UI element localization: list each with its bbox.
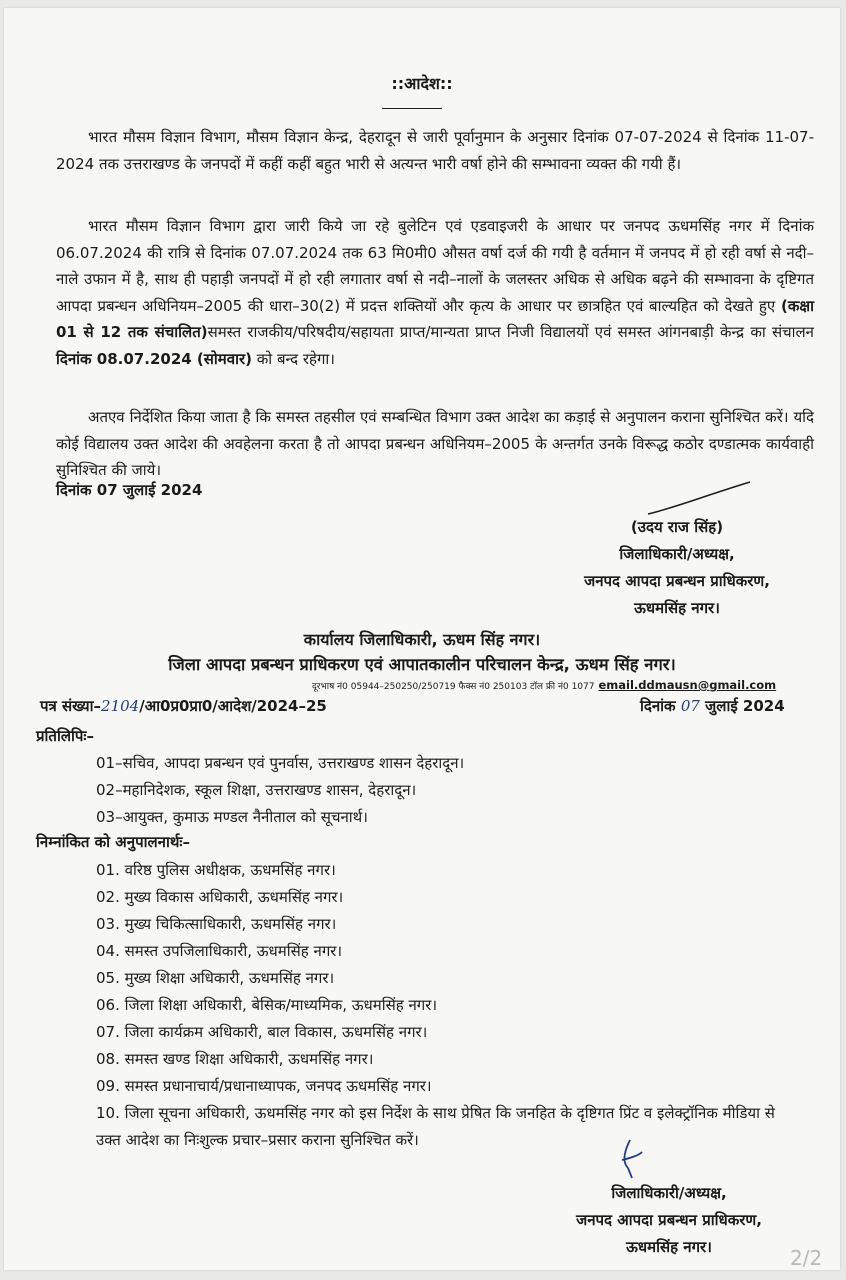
signature-block-2 [544, 1180, 794, 1261]
list-item: 08. समस्त खण्ड शिक्षा अधिकारी, ऊधमसिंह नगर। [96, 1050, 374, 1068]
signature-stroke-2 [616, 1138, 646, 1180]
list-item: 02–महानिदेशक, स्कूल शिक्षा, उत्तराखण्ड शासन, देहरादून। [96, 781, 417, 799]
order-date: दिनांक 07 जुलाई 2024 [56, 481, 203, 499]
compliance-list [96, 857, 786, 1154]
office-contact: दूरभाष नं0 05944–250250/250719 फैक्स नं0 250103 टॉल फ्री नं0 1077 email.ddmausn@gmail.com [312, 678, 777, 692]
signature-stroke-1 [644, 478, 754, 518]
officer-designation: जिलाधिकारी/अध्यक्ष, [611, 1184, 727, 1202]
order-heading: ::आदेश:: [391, 74, 453, 93]
list-item: 10. जिला सूचना अधिकारी, ऊधमसिंह नगर को इस निर्देश के साथ प्रेषित कि जनहित के दृष्टिगत प्रिंट व इलेक्ट्रॉनिक मीडिया से उक्त आदेश का निःशुल्क प्रचार–प्रसार कराना सुनिश्चित करें। [96, 1104, 775, 1149]
handwritten-date: 07 [680, 697, 700, 715]
office-subtitle: जिला आपदा प्रबन्धन प्राधिकरण एवं आपातकालीन परिचालन केन्द्र, ऊधम सिंह नगर। [168, 655, 676, 674]
copies-heading: प्रतिलिपिः– [36, 727, 94, 745]
reference-number: पत्र संख्या–2104/आ0प्र0प्रा0/आदेश/2024–25 [40, 697, 327, 715]
list-item: 03. मुख्य चिकित्साधिकारी, ऊधमसिंह नगर। [96, 915, 337, 933]
list-item: 01–सचिव, आपदा प्रबन्धन एवं पुनर्वास, उत्तराखण्ड शासन देहरादून। [96, 754, 465, 772]
officer-designation: जिलाधिकारी/अध्यक्ष, [619, 545, 735, 563]
order-paragraph-3: अतएव निर्देशित किया जाता है कि समस्त तहसील एवं सम्बन्धित विभाग उक्त आदेश का कड़ाई से अनुपालन कराना सुनिश्चित करें। यदि कोई विद्यालय उक्त आदेश की अवहेलना करता है तो आपदा प्रबन्धन अधिनियम–2005 के अन्तर्गत उनके विरूद्ध कठोर दण्डात्मक कार्यवाही सुनिश्चित की जाये। [56, 408, 814, 479]
signature-block-1 [552, 514, 802, 622]
copies-list [96, 750, 464, 831]
list-item: 02. मुख्य विकास अधिकारी, ऊधमसिंह नगर। [96, 888, 344, 906]
order-paragraph-1: भारत मौसम विज्ञान विभाग, मौसम विज्ञान केन्द्र, देहरादून से जारी पूर्वानुमान के अनुसार दिनांक 07-07-2024 से दिनांक 11-07-2024 तक उत्तराखण्ड के जनपदों में कहीं कहीं बहुत भारी से अत्यन्त भारी वर्षा होने की सम्भावना व्यक्त की गयी हैं। [56, 128, 814, 173]
list-item: 06. जिला शिक्षा अधिकारी, बेसिक/माध्यमिक, ऊधमसिंह नगर। [96, 996, 438, 1014]
office-title: कार्यालय जिलाधिकारी, ऊधम सिंह नगर। [303, 630, 541, 649]
list-item: 05. मुख्य शिक्षा अधिकारी, ऊधमसिंह नगर। [96, 969, 335, 987]
compliance-heading: निम्नांकित को अनुपालनार्थः– [36, 833, 190, 851]
officer-authority: जनपद आपदा प्रबन्धन प्राधिकरण, [584, 572, 770, 590]
closure-date-bold: दिनांक 08.07.2024 (सोमवार) [56, 349, 252, 368]
class-range-bold: (कक्षा 01 से 12 तक संचालित) [56, 296, 814, 341]
list-item: 03–आयुक्त, कुमाऊ मण्डल नैनीताल को सूचनार्थ। [96, 808, 368, 826]
list-item: 01. वरिष्ठ पुलिस अधीक्षक, ऊधमसिंह नगर। [96, 861, 336, 879]
reference-date: दिनांक 07 जुलाई 2024 [640, 697, 785, 715]
document-page [4, 8, 840, 1270]
list-item: 09. समस्त प्रधानाचार्य/प्रधानाध्यापक, जनपद ऊधमसिंह नगर। [96, 1077, 432, 1095]
page-indicator: 2/2 [790, 1246, 823, 1270]
order-paragraph-2: भारत मौसम विज्ञान विभाग द्वारा जारी किये जा रहे बुलेटिन एवं एडवाइजरी के आधार पर जनपद ऊधमसिंह नगर में दिनांक 06.07.2024 की रात्रि से दिनांक 07.07.2024 तक 63 मि0मी0 औसत वर्षा दर्ज की गयी है वर्तमान में जनपद में हो रही वर्षा से नदी–नाले उफान में है, साथ ही पहाड़ी जनपदों में हो रही लगातार वर्षा से नदी–नालों के जलस्तर अधिक से अधिक बढ़ने की सम्भावना के दृष्टिगत आपदा प्रबन्धन अधिनियम–2005 की धारा–30(2) में प्रदत्त शक्तियों और कृत्य के आधार पर छात्रहित एवं बाल्यहित को देखते हुए (कक्षा 01 से 12 तक संचालित)समस्त राजकीय/परिषदीय/सहायता प्राप्त/मान्यता प्राप्त निजी विद्यालयों एवं समस्त आंगनबाड़ी केन्द्र का संचालन दिनांक 08.07.2024 (सोमवार) को बन्द रहेगा। [56, 217, 815, 368]
list-item: 04. समस्त उपजिलाधिकारी, ऊधमसिंह नगर। [96, 942, 343, 960]
list-item: 07. जिला कार्यक्रम अधिकारी, बाल विकास, ऊधमसिंह नगर। [96, 1023, 428, 1041]
officer-authority: जनपद आपदा प्रबन्धन प्राधिकरण, [576, 1211, 762, 1229]
officer-name: (उदय राज सिंह) [630, 518, 724, 536]
handwritten-number: 2104 [101, 697, 140, 715]
officer-place: ऊधमसिंह नगर। [626, 1238, 712, 1256]
office-email[interactable]: email.ddmausn@gmail.com [598, 678, 777, 692]
heading-underline [382, 108, 442, 109]
officer-place: ऊधमसिंह नगर। [634, 599, 720, 617]
